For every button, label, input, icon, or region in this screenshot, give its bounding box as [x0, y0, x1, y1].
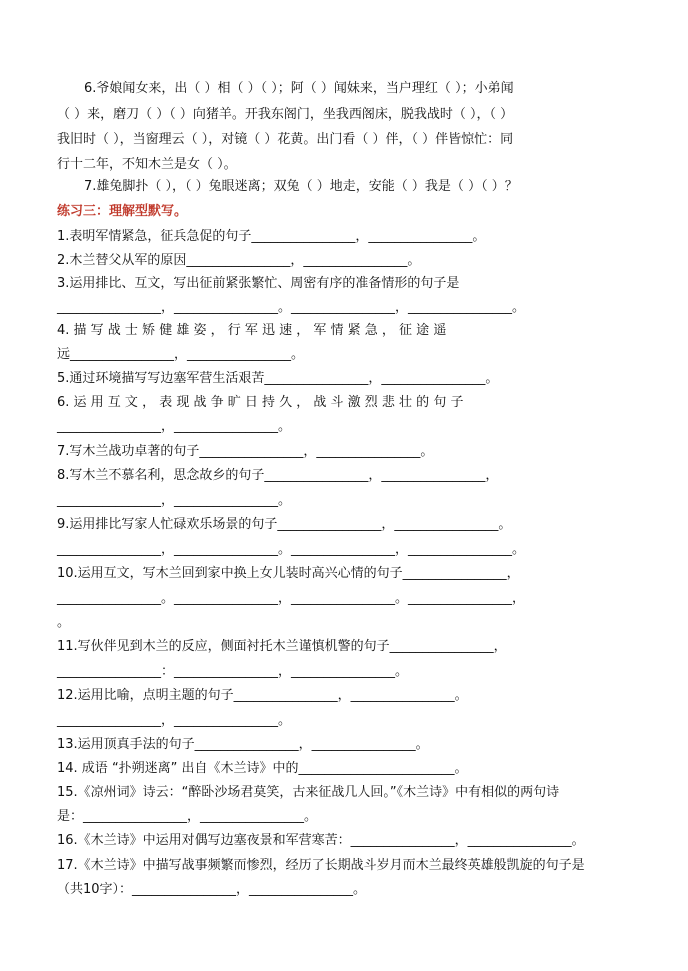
item-8-blanks: ________________，________________。	[57, 493, 292, 508]
item-17: 17.《木兰诗》中描写战事频繁而惨烈，经历了长期战斗岁月而木兰最终英雄般凯旋的句子是	[57, 858, 585, 873]
item-15-blanks: 是：________________，________________。	[57, 809, 318, 824]
item-6: 6. 运 用 互 文 ， 表 现 战 争 旷 日 持 久 ， 战 斗 激 烈 悲 壮 的 句 子	[57, 395, 464, 410]
item-1: 1.表明军情紧急，征兵急促的句子________________，________________。	[57, 229, 486, 244]
item-15: 15.《凉州词》诗云：“醉卧沙场君莫笑，古来征战几人回。”《木兰诗》中有相似的两句诗	[57, 785, 560, 800]
item-4-blanks: 远________________，________________。	[57, 347, 305, 362]
item-2: 2.木兰替父从军的原因________________，________________。	[57, 253, 421, 268]
item-7: 7.写木兰战功卓著的句子________________，________________。	[57, 444, 434, 459]
item-12-blanks: ________________，________________。	[57, 713, 292, 728]
item-11: 11.写伙伴见到木兰的反应，侧面衬托木兰谨慎机警的句子________________，	[57, 639, 507, 654]
question-6-line-1: 6.爷娘闻女来，出（ ）相（ ）（ ）；阿（ ）闻妹来，当户理红（ ）；小弟闻	[84, 81, 514, 96]
question-6-line-3: 我旧时（ ），当窗理云（ ），对镜（ ）花黄。出门看（ ）伴，（ ）伴皆惊忙：同	[57, 132, 514, 147]
item-6-blanks: ________________，________________。	[57, 419, 292, 434]
item-17-blanks: （共10字）：________________，________________。	[57, 882, 367, 897]
item-4: 4. 描 写 战 士 矫 健 雄 姿 ， 行 军 迅 速 ， 军 情 紧 急 ， 征 途 遥	[57, 323, 447, 338]
item-3-blanks: ________________，________________。________________，________________。	[57, 300, 525, 315]
item-11-blanks: ________________：________________，________________。	[57, 664, 408, 679]
item-8: 8.写木兰不慕名利，思念故乡的句子________________，________________，	[57, 468, 499, 483]
item-9-blanks: ________________，________________。________________，________________。	[57, 542, 525, 557]
item-5: 5.通过环境描写写边塞军营生活艰苦________________，________________。	[57, 371, 499, 386]
item-14: 14. 成语 “扑朔迷离” 出自《木兰诗》中的________________________。	[57, 761, 468, 776]
item-13: 13.运用顶真手法的句子________________，________________。	[57, 737, 429, 752]
question-7-line: 7.雄兔脚扑（ ），（ ）兔眼迷离；双兔（ ）地走，安能（ ）我是（ ）（ ）？	[84, 179, 518, 194]
question-6-line-2: （ ）来，磨刀（ ）（ ）向猪羊。开我东阁门，坐我西阁床，脱我战时（ ），（ ）	[57, 107, 514, 122]
item-10-blanks: ________________。________________，________________。________________，	[57, 591, 525, 606]
item-10: 10.运用互文，写木兰回到家中换上女儿装时高兴心情的句子________________，	[57, 566, 520, 581]
question-6-line-4: 行十二年，不知木兰是女（ ）。	[57, 157, 237, 172]
item-12: 12.运用比喻，点明主题的句子________________，________________。	[57, 688, 468, 703]
item-9: 9.运用排比写家人忙碌欢乐场景的句子________________，________________。	[57, 517, 512, 532]
section-title: 练习三：理解型默写。	[57, 204, 188, 219]
item-16: 16.《木兰诗》中运用对偶写边塞夜景和军营寒苦：________________，________________。	[57, 833, 585, 848]
item-3: 3.运用排比、互文，写出征前紧张繁忙、周密有序的准备情形的句子是	[57, 276, 460, 291]
item-10-end: 。	[57, 615, 71, 630]
